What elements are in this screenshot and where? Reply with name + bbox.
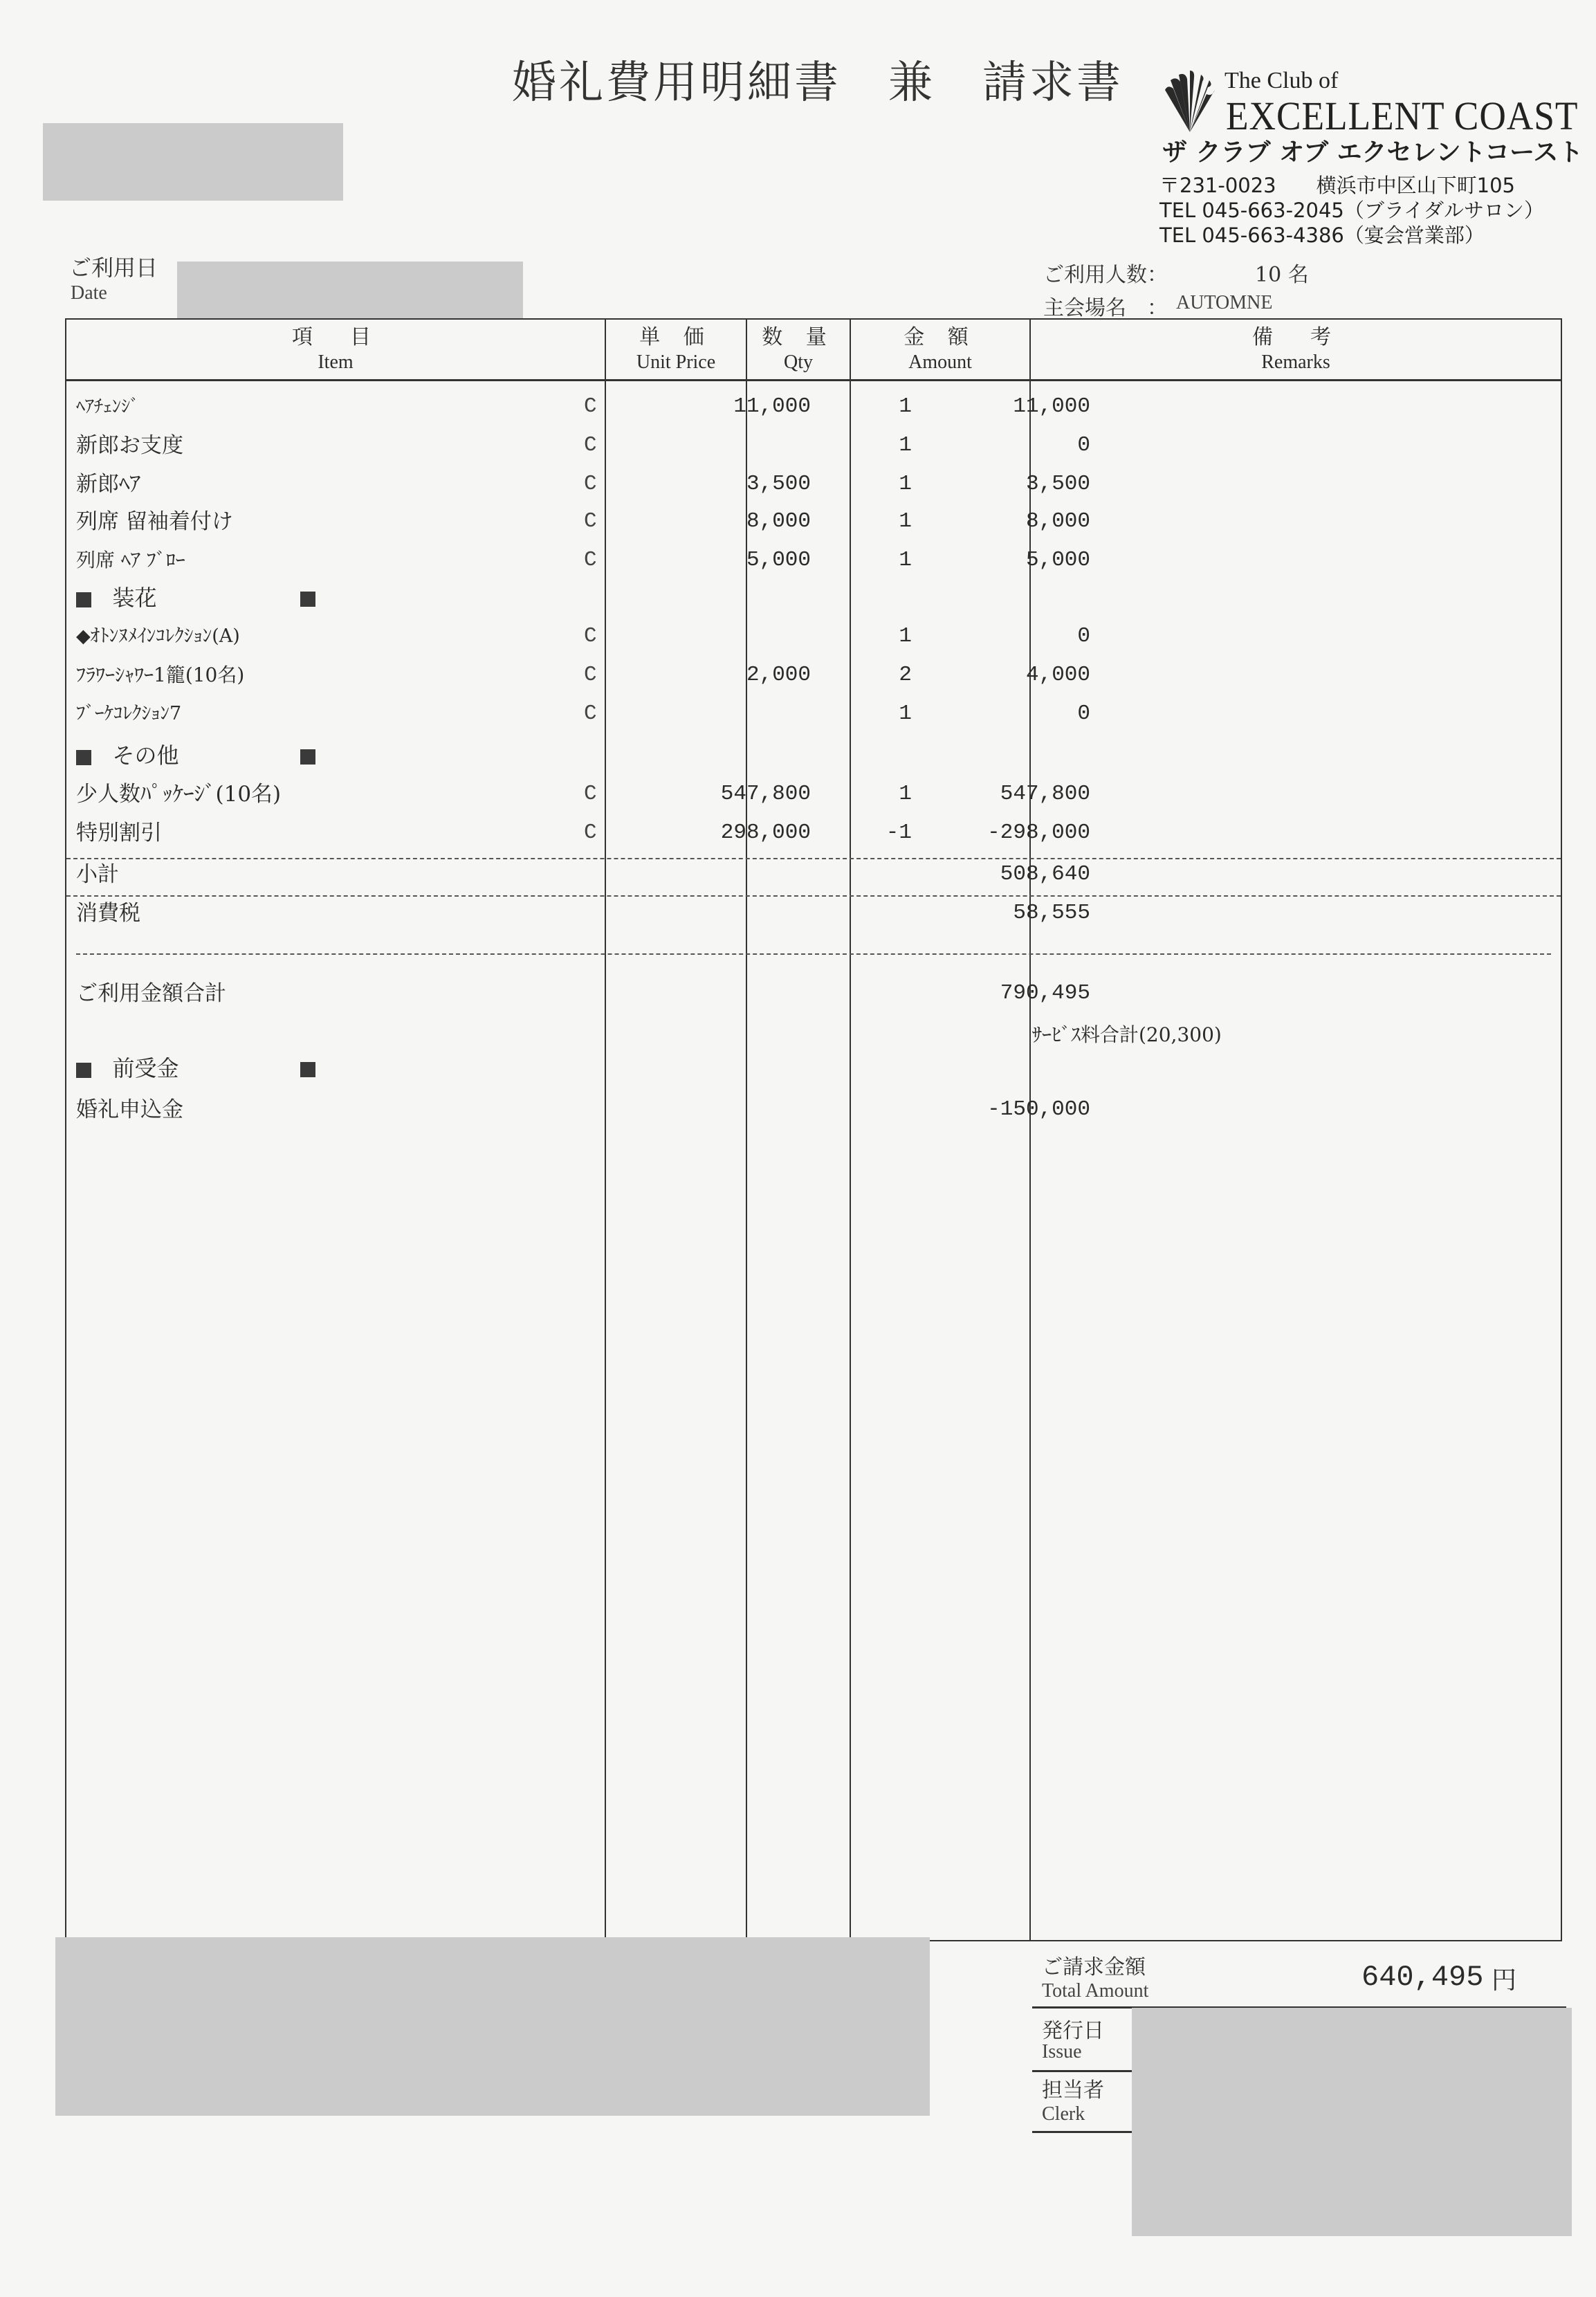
company-tel-bridal: TEL 045-663-2045（ブライダルサロン） — [1159, 199, 1544, 222]
table-row: ◆ｵﾄﾝﾇﾒｲﾝｺﾚｸｼｮﾝ(A) C 1 0 — [76, 624, 1090, 648]
document-title: 婚礼費用明細書 兼 請求書 — [512, 57, 1123, 109]
deposit-row: 婚礼申込金 -150,000 — [76, 1097, 1090, 1122]
table-row: 少人数ﾊﾟｯｹｰｼﾞ(10名) C 547,800 1 547,800 — [76, 782, 1090, 807]
issue-label-en: Issue — [1042, 2041, 1082, 2062]
square-bullet-icon — [300, 1062, 315, 1077]
grand-total-row: ご利用金額合計 790,495 — [76, 981, 1090, 1006]
guests-value: 10 名 — [1255, 263, 1309, 287]
table-row: 特別割引 C 298,000 -1 -298,000 — [76, 821, 1090, 845]
col-header-unit: 単 価 Unit Price — [636, 325, 716, 373]
company-tel-banquet: TEL 045-663-4386（宴会営業部） — [1159, 223, 1485, 247]
redacted-issue-clerk — [1132, 2008, 1572, 2236]
table-row: ﾍｱﾁｪﾝｼﾞ C 11,000 1 11,000 — [76, 394, 1090, 419]
billing-label-jp: ご請求金額 — [1042, 1955, 1146, 1979]
clerk-label-en: Clerk — [1042, 2103, 1085, 2125]
square-bullet-icon — [300, 749, 315, 765]
table-row: 列席 ﾍｱ ﾌﾞﾛｰ C 5,000 1 5,000 — [76, 548, 1090, 572]
redacted-customer-name — [43, 123, 343, 201]
section-row — [66, 736, 1561, 775]
section-label: その他 — [112, 742, 179, 769]
venue-value: AUTOMNE — [1176, 292, 1273, 313]
date-label-jp: ご利用日 — [69, 255, 158, 281]
billing-amount: 640,495 — [1361, 1961, 1484, 1994]
table-row: ﾌﾞｰｹｺﾚｸｼｮﾝ7 C 1 0 — [76, 702, 1090, 726]
clerk-underline — [1032, 2131, 1136, 2133]
square-bullet-icon — [76, 750, 91, 765]
service-note-row: ｻｰﾋﾞｽ料合計(20,300) — [1032, 1023, 1222, 1046]
logo-big-text: EXCELLENT COAST — [1226, 93, 1579, 138]
col-header-amount: 金 額 Amount — [904, 325, 977, 373]
square-bullet-icon — [76, 1063, 91, 1078]
section-row — [66, 1049, 1561, 1088]
table-row: ﾌﾗﾜｰｼｬﾜｰ1籠(10名) C 2,000 2 4,000 — [76, 663, 1090, 687]
company-address: 〒231-0023 横浜市中区山下町105 — [1159, 174, 1515, 197]
clerk-label-jp: 担当者 — [1042, 2078, 1104, 2103]
billing-label-en: Total Amount — [1042, 1980, 1149, 2002]
tax-row: 消費税 58,555 — [76, 901, 1090, 926]
billing-currency: 円 — [1492, 1966, 1517, 1995]
col-header-qty: 数 量 Qty — [762, 325, 835, 373]
section-label: 前受金 — [112, 1055, 179, 1081]
table-row: 列席 留袖着付け C 8,000 1 8,000 — [76, 509, 1090, 534]
issue-label-jp: 発行日 — [1042, 2019, 1104, 2043]
total-divider — [76, 953, 1551, 955]
logo-small-text: The Club of — [1224, 68, 1339, 93]
square-bullet-icon — [300, 592, 315, 607]
redacted-notes — [55, 1937, 930, 2116]
guests-label: ご利用人数： — [1043, 263, 1168, 287]
section-label: 装花 — [112, 585, 157, 611]
date-label-en: Date — [71, 282, 107, 304]
col-header-item: 項 目 Item — [292, 325, 379, 373]
table-row: 新郎ﾍｱ C 3,500 1 3,500 — [76, 472, 1090, 497]
section-row — [66, 578, 1561, 617]
issue-underline — [1032, 2070, 1136, 2072]
subtotal-row: 小計 508,640 — [76, 862, 1090, 887]
header-divider — [65, 379, 1562, 381]
venue-label: 主会場名 ： — [1043, 296, 1168, 320]
company-name-jp: ザ クラブ オブ エクセレントコースト — [1162, 138, 1584, 167]
table-row: 新郎お支度 C 1 0 — [76, 433, 1090, 458]
redacted-date — [177, 262, 523, 318]
col-header-remarks: 備 考 Remarks — [1252, 325, 1339, 373]
square-bullet-icon — [76, 592, 91, 607]
fan-logo-icon — [1162, 66, 1218, 136]
